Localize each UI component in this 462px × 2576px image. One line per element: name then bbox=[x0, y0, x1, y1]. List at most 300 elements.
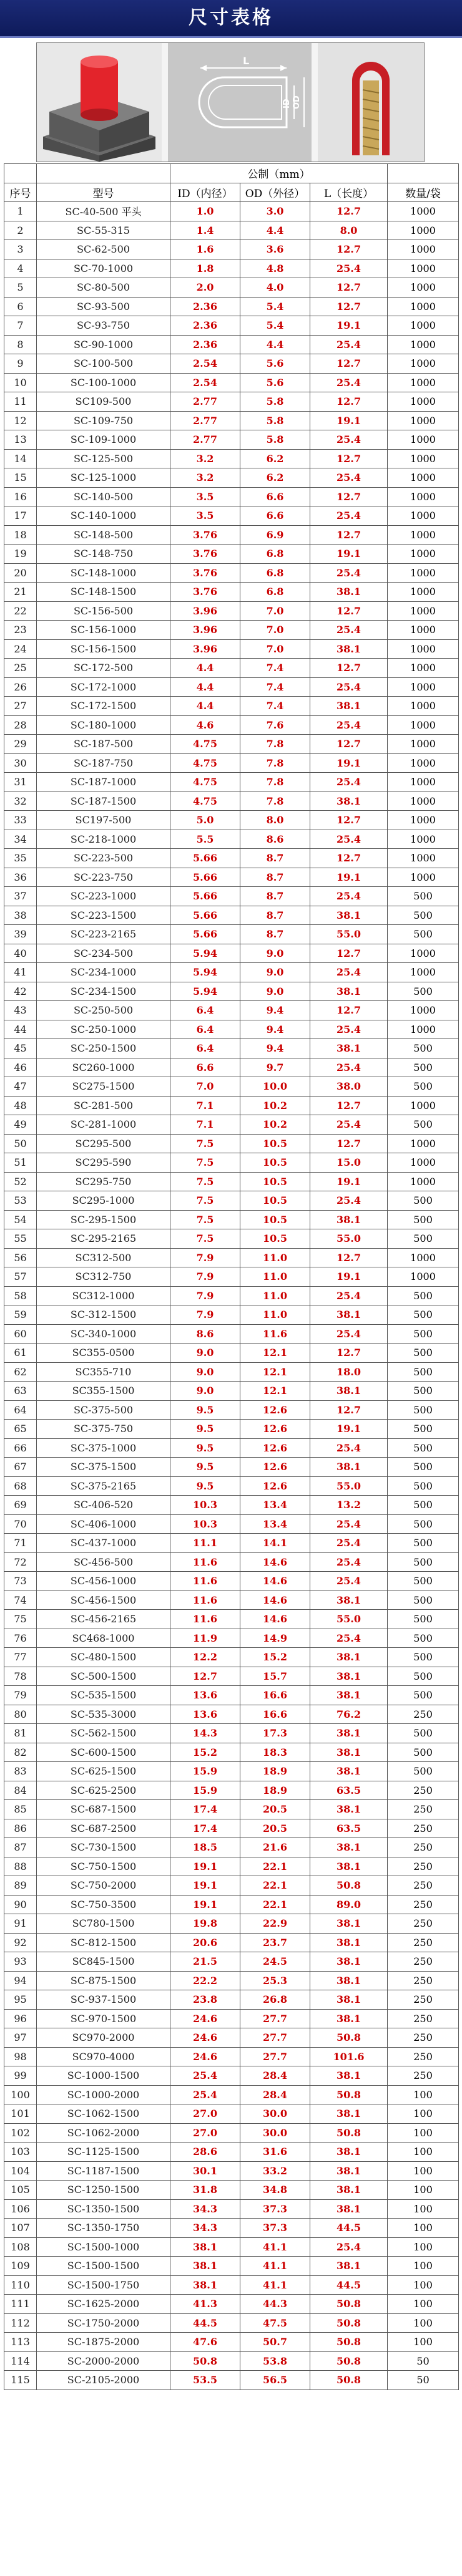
od-cell: 11.0 bbox=[240, 1248, 310, 1267]
qty-cell: 500 bbox=[388, 1420, 459, 1439]
header-model: 型号 bbox=[37, 183, 170, 202]
qty-cell: 250 bbox=[388, 2009, 459, 2028]
od-cell: 8.7 bbox=[240, 906, 310, 925]
qty-cell: 500 bbox=[388, 1514, 459, 1534]
od-cell: 17.3 bbox=[240, 1724, 310, 1743]
od-cell: 20.5 bbox=[240, 1819, 310, 1838]
table-row bbox=[4, 792, 459, 811]
row-number: 46 bbox=[4, 1058, 37, 1077]
model-cell: SC-1125-1500 bbox=[37, 2143, 170, 2162]
od-cell: 16.6 bbox=[240, 1705, 310, 1724]
row-number: 49 bbox=[4, 1115, 37, 1135]
table-row bbox=[4, 1248, 459, 1267]
qty-cell: 1000 bbox=[388, 240, 459, 259]
row-number: 26 bbox=[4, 677, 37, 697]
model-cell: SC-1350-1500 bbox=[37, 2199, 170, 2219]
model-cell: SC-1000-2000 bbox=[37, 2085, 170, 2104]
qty-cell: 500 bbox=[388, 1496, 459, 1515]
table-row bbox=[4, 1001, 459, 1020]
table-row bbox=[4, 1667, 459, 1686]
od-cell: 7.8 bbox=[240, 753, 310, 773]
id-cell: 3.96 bbox=[170, 601, 240, 621]
length-cell: 12.7 bbox=[310, 944, 388, 963]
table-row bbox=[4, 1496, 459, 1515]
qty-cell: 1000 bbox=[388, 1267, 459, 1287]
length-cell: 25.4 bbox=[310, 1324, 388, 1344]
id-cell: 6.4 bbox=[170, 1001, 240, 1020]
id-cell: 3.2 bbox=[170, 468, 240, 488]
od-cell: 27.7 bbox=[240, 2009, 310, 2028]
id-cell: 24.6 bbox=[170, 2009, 240, 2028]
id-cell: 7.9 bbox=[170, 1286, 240, 1305]
table-row bbox=[4, 868, 459, 887]
length-cell: 25.4 bbox=[310, 1514, 388, 1534]
id-cell: 4.75 bbox=[170, 735, 240, 754]
od-cell: 6.8 bbox=[240, 545, 310, 564]
model-cell: SC-90-1000 bbox=[37, 335, 170, 354]
row-number: 77 bbox=[4, 1648, 37, 1667]
table-row bbox=[4, 1286, 459, 1305]
table-row bbox=[4, 1724, 459, 1743]
qty-cell: 500 bbox=[388, 1229, 459, 1249]
od-cell: 10.5 bbox=[240, 1172, 310, 1191]
qty-cell: 1000 bbox=[388, 1020, 459, 1039]
qty-cell: 1000 bbox=[388, 849, 459, 868]
id-cell: 4.4 bbox=[170, 677, 240, 697]
table-row bbox=[4, 639, 459, 659]
table-row bbox=[4, 2257, 459, 2276]
row-number: 24 bbox=[4, 639, 37, 659]
header-row bbox=[4, 183, 459, 202]
qty-cell: 500 bbox=[388, 1362, 459, 1382]
id-cell: 30.1 bbox=[170, 2161, 240, 2181]
model-cell: SC-148-1500 bbox=[37, 583, 170, 602]
qty-cell: 500 bbox=[388, 1438, 459, 1458]
length-cell: 76.2 bbox=[310, 1705, 388, 1724]
od-cell: 14.6 bbox=[240, 1591, 310, 1610]
table-row bbox=[4, 2237, 459, 2257]
qty-cell: 250 bbox=[388, 1971, 459, 1990]
row-number: 1 bbox=[4, 202, 37, 221]
model-cell: SC-250-1000 bbox=[37, 1020, 170, 1039]
table-row bbox=[4, 887, 459, 906]
qty-cell: 250 bbox=[388, 1705, 459, 1724]
table-row bbox=[4, 1458, 459, 1477]
qty-cell: 500 bbox=[388, 1686, 459, 1705]
qty-cell: 250 bbox=[388, 1895, 459, 1914]
id-cell: 2.0 bbox=[170, 278, 240, 298]
row-number: 47 bbox=[4, 1077, 37, 1097]
od-cell: 3.6 bbox=[240, 240, 310, 259]
row-number: 14 bbox=[4, 449, 37, 468]
row-number: 12 bbox=[4, 411, 37, 430]
row-number: 6 bbox=[4, 297, 37, 316]
model-cell: SC-1000-1500 bbox=[37, 2066, 170, 2086]
qty-cell: 1000 bbox=[388, 278, 459, 298]
model-cell: SC-156-500 bbox=[37, 601, 170, 621]
row-number: 88 bbox=[4, 1857, 37, 1876]
model-cell: SC-187-750 bbox=[37, 753, 170, 773]
length-cell: 38.1 bbox=[310, 1762, 388, 1781]
table-row bbox=[4, 1020, 459, 1039]
length-cell: 12.7 bbox=[310, 849, 388, 868]
table-row bbox=[4, 449, 459, 468]
od-cell: 6.9 bbox=[240, 525, 310, 545]
row-number: 90 bbox=[4, 1895, 37, 1914]
id-cell: 25.4 bbox=[170, 2085, 240, 2104]
qty-cell: 500 bbox=[388, 1077, 459, 1097]
model-cell: SC-70-1000 bbox=[37, 259, 170, 278]
length-cell: 25.4 bbox=[310, 963, 388, 982]
model-cell: SC-1500-1500 bbox=[37, 2257, 170, 2276]
length-cell: 19.1 bbox=[310, 753, 388, 773]
qty-cell: 500 bbox=[388, 1305, 459, 1325]
row-number: 72 bbox=[4, 1552, 37, 1572]
model-cell: SC-125-500 bbox=[37, 449, 170, 468]
table-row bbox=[4, 354, 459, 374]
row-number: 110 bbox=[4, 2275, 37, 2295]
row-number: 78 bbox=[4, 1667, 37, 1686]
qty-cell: 500 bbox=[388, 1382, 459, 1401]
row-number: 42 bbox=[4, 982, 37, 1001]
od-cell: 7.4 bbox=[240, 677, 310, 697]
length-cell: 63.5 bbox=[310, 1819, 388, 1838]
table-row bbox=[4, 906, 459, 925]
qty-cell: 1000 bbox=[388, 735, 459, 754]
id-cell: 11.6 bbox=[170, 1610, 240, 1629]
row-number: 114 bbox=[4, 2351, 37, 2371]
table-row bbox=[4, 1362, 459, 1382]
id-cell: 7.1 bbox=[170, 1115, 240, 1135]
od-cell: 41.1 bbox=[240, 2275, 310, 2295]
model-cell: SC312-1000 bbox=[37, 1286, 170, 1305]
table-row bbox=[4, 583, 459, 602]
model-cell: SC-140-1000 bbox=[37, 506, 170, 526]
row-number: 95 bbox=[4, 1990, 37, 2010]
od-cell: 10.5 bbox=[240, 1191, 310, 1211]
table-row bbox=[4, 1267, 459, 1287]
model-cell: SC-406-520 bbox=[37, 1496, 170, 1515]
qty-cell: 1000 bbox=[388, 697, 459, 716]
length-cell: 25.4 bbox=[310, 715, 388, 735]
id-cell: 3.96 bbox=[170, 621, 240, 640]
table-row bbox=[4, 735, 459, 754]
od-cell: 8.7 bbox=[240, 887, 310, 906]
id-cell: 8.6 bbox=[170, 1324, 240, 1344]
od-cell: 12.6 bbox=[240, 1420, 310, 1439]
model-cell: SC-223-1500 bbox=[37, 906, 170, 925]
table-row bbox=[4, 1629, 459, 1648]
id-cell: 2.54 bbox=[170, 354, 240, 374]
od-cell: 7.0 bbox=[240, 621, 310, 640]
model-cell: SC-100-1000 bbox=[37, 373, 170, 392]
od-cell: 8.7 bbox=[240, 925, 310, 944]
length-cell: 38.1 bbox=[310, 1857, 388, 1876]
dimension-diagram bbox=[168, 43, 312, 162]
od-cell: 6.8 bbox=[240, 583, 310, 602]
qty-cell: 1000 bbox=[388, 221, 459, 240]
cap-photo-icon bbox=[37, 43, 162, 162]
id-cell: 2.54 bbox=[170, 373, 240, 392]
row-number: 82 bbox=[4, 1743, 37, 1762]
row-number: 21 bbox=[4, 583, 37, 602]
length-cell: 19.1 bbox=[310, 545, 388, 564]
model-cell: SC468-1000 bbox=[37, 1629, 170, 1648]
model-cell: SC-375-500 bbox=[37, 1400, 170, 1420]
model-cell: SC-281-500 bbox=[37, 1096, 170, 1115]
od-cell: 4.0 bbox=[240, 278, 310, 298]
id-cell: 18.5 bbox=[170, 1838, 240, 1857]
od-cell: 9.0 bbox=[240, 944, 310, 963]
header-no: 序号 bbox=[4, 183, 37, 202]
qty-cell: 500 bbox=[388, 1210, 459, 1229]
qty-cell: 500 bbox=[388, 925, 459, 944]
length-cell: 25.4 bbox=[310, 335, 388, 354]
model-cell: SC-1187-1500 bbox=[37, 2161, 170, 2181]
od-cell: 8.7 bbox=[240, 868, 310, 887]
length-cell: 12.7 bbox=[310, 240, 388, 259]
table-row bbox=[4, 1514, 459, 1534]
qty-cell: 1000 bbox=[388, 202, 459, 221]
length-cell: 19.1 bbox=[310, 1267, 388, 1287]
table-row bbox=[4, 677, 459, 697]
od-cell: 25.3 bbox=[240, 1971, 310, 1990]
qty-cell: 250 bbox=[388, 1990, 459, 2010]
row-number: 9 bbox=[4, 354, 37, 374]
id-cell: 15.9 bbox=[170, 1762, 240, 1781]
model-cell: SC-156-1000 bbox=[37, 621, 170, 640]
id-cell: 19.8 bbox=[170, 1914, 240, 1934]
table-row bbox=[4, 1876, 459, 1896]
length-cell: 38.1 bbox=[310, 1648, 388, 1667]
length-cell: 25.4 bbox=[310, 1629, 388, 1648]
row-number: 104 bbox=[4, 2161, 37, 2181]
header-blank bbox=[4, 164, 37, 183]
qty-cell: 100 bbox=[388, 2295, 459, 2314]
row-number: 66 bbox=[4, 1438, 37, 1458]
qty-cell: 500 bbox=[388, 1476, 459, 1496]
od-cell: 47.5 bbox=[240, 2313, 310, 2333]
length-cell: 38.1 bbox=[310, 639, 388, 659]
row-number: 65 bbox=[4, 1420, 37, 1439]
model-cell: SC-250-500 bbox=[37, 1001, 170, 1020]
qty-cell: 1000 bbox=[388, 1248, 459, 1267]
id-cell: 7.5 bbox=[170, 1229, 240, 1249]
table-row bbox=[4, 1838, 459, 1857]
row-number: 62 bbox=[4, 1362, 37, 1382]
qty-cell: 1000 bbox=[388, 753, 459, 773]
model-cell: SC275-1500 bbox=[37, 1077, 170, 1097]
table-row bbox=[4, 1990, 459, 2010]
id-cell: 3.76 bbox=[170, 583, 240, 602]
row-number: 5 bbox=[4, 278, 37, 298]
od-cell: 50.7 bbox=[240, 2333, 310, 2352]
length-cell: 63.5 bbox=[310, 1781, 388, 1800]
id-cell: 3.5 bbox=[170, 506, 240, 526]
row-number: 70 bbox=[4, 1514, 37, 1534]
length-cell: 25.4 bbox=[310, 1438, 388, 1458]
length-cell: 55.0 bbox=[310, 925, 388, 944]
qty-cell: 1000 bbox=[388, 868, 459, 887]
length-cell: 38.1 bbox=[310, 2199, 388, 2219]
id-cell: 24.6 bbox=[170, 2047, 240, 2066]
header-row-unit bbox=[4, 164, 459, 183]
row-number: 63 bbox=[4, 1382, 37, 1401]
od-cell: 10.5 bbox=[240, 1210, 310, 1229]
qty-cell: 1000 bbox=[388, 659, 459, 678]
row-number: 106 bbox=[4, 2199, 37, 2219]
table-row bbox=[4, 773, 459, 792]
qty-cell: 100 bbox=[388, 2237, 459, 2257]
qty-cell: 500 bbox=[388, 1458, 459, 1477]
od-cell: 14.9 bbox=[240, 1629, 310, 1648]
row-number: 45 bbox=[4, 1039, 37, 1058]
length-cell: 38.1 bbox=[310, 1210, 388, 1229]
length-cell: 25.4 bbox=[310, 468, 388, 488]
od-cell: 6.2 bbox=[240, 468, 310, 488]
row-number: 89 bbox=[4, 1876, 37, 1896]
length-cell: 50.8 bbox=[310, 2313, 388, 2333]
qty-cell: 1000 bbox=[388, 525, 459, 545]
qty-cell: 1000 bbox=[388, 715, 459, 735]
length-cell: 38.1 bbox=[310, 1990, 388, 2010]
od-cell: 11.0 bbox=[240, 1305, 310, 1325]
od-cell: 18.9 bbox=[240, 1781, 310, 1800]
model-cell: SC-1250-1500 bbox=[37, 2181, 170, 2200]
qty-cell: 250 bbox=[388, 1876, 459, 1896]
qty-cell: 500 bbox=[388, 1058, 459, 1077]
row-number: 99 bbox=[4, 2066, 37, 2086]
length-cell: 50.8 bbox=[310, 1876, 388, 1896]
od-cell: 11.0 bbox=[240, 1267, 310, 1287]
length-cell: 12.7 bbox=[310, 487, 388, 506]
od-cell: 18.9 bbox=[240, 1762, 310, 1781]
row-number: 105 bbox=[4, 2181, 37, 2200]
od-cell: 14.6 bbox=[240, 1552, 310, 1572]
qty-cell: 1000 bbox=[388, 411, 459, 430]
id-cell: 7.5 bbox=[170, 1134, 240, 1153]
qty-cell: 500 bbox=[388, 1344, 459, 1363]
model-cell: SC-55-315 bbox=[37, 221, 170, 240]
qty-cell: 100 bbox=[388, 2104, 459, 2124]
model-cell: SC970-2000 bbox=[37, 2028, 170, 2048]
qty-cell: 500 bbox=[388, 906, 459, 925]
length-cell: 12.7 bbox=[310, 1248, 388, 1267]
qty-cell: 250 bbox=[388, 1857, 459, 1876]
id-cell: 7.5 bbox=[170, 1172, 240, 1191]
table-row bbox=[4, 2371, 459, 2390]
model-cell: SC-480-1500 bbox=[37, 1648, 170, 1667]
model-cell: SC-875-1500 bbox=[37, 1971, 170, 1990]
id-cell: 13.6 bbox=[170, 1686, 240, 1705]
length-cell: 12.7 bbox=[310, 735, 388, 754]
model-cell: SC-535-3000 bbox=[37, 1705, 170, 1724]
length-cell: 38.1 bbox=[310, 583, 388, 602]
qty-cell: 500 bbox=[388, 1552, 459, 1572]
od-cell: 37.3 bbox=[240, 2199, 310, 2219]
od-cell: 7.0 bbox=[240, 601, 310, 621]
qty-cell: 1000 bbox=[388, 830, 459, 849]
od-cell: 6.6 bbox=[240, 506, 310, 526]
qty-cell: 50 bbox=[388, 2351, 459, 2371]
row-number: 44 bbox=[4, 1020, 37, 1039]
table-row bbox=[4, 963, 459, 982]
table-row bbox=[4, 545, 459, 564]
model-cell: SC-687-2500 bbox=[37, 1819, 170, 1838]
row-number: 79 bbox=[4, 1686, 37, 1705]
length-cell: 19.1 bbox=[310, 1420, 388, 1439]
row-number: 38 bbox=[4, 906, 37, 925]
od-cell: 30.0 bbox=[240, 2123, 310, 2143]
id-cell: 5.66 bbox=[170, 906, 240, 925]
table-row bbox=[4, 506, 459, 526]
model-cell: SC-970-1500 bbox=[37, 2009, 170, 2028]
row-number: 4 bbox=[4, 259, 37, 278]
model-cell: SC-250-1500 bbox=[37, 1039, 170, 1058]
table-row bbox=[4, 944, 459, 963]
table-row bbox=[4, 1743, 459, 1762]
od-cell: 21.6 bbox=[240, 1838, 310, 1857]
row-number: 55 bbox=[4, 1229, 37, 1249]
model-cell: SC-340-1000 bbox=[37, 1324, 170, 1344]
od-cell: 12.1 bbox=[240, 1344, 310, 1363]
table-row bbox=[4, 1058, 459, 1077]
od-cell: 6.6 bbox=[240, 487, 310, 506]
model-cell: SC-1062-1500 bbox=[37, 2104, 170, 2124]
od-cell: 23.7 bbox=[240, 1933, 310, 1952]
id-cell: 10.3 bbox=[170, 1496, 240, 1515]
qty-cell: 250 bbox=[388, 1838, 459, 1857]
id-cell: 5.0 bbox=[170, 811, 240, 830]
length-cell: 25.4 bbox=[310, 887, 388, 906]
model-cell: SC-456-1000 bbox=[37, 1572, 170, 1591]
model-cell: SC-2105-2000 bbox=[37, 2371, 170, 2390]
model-cell: SC295-750 bbox=[37, 1172, 170, 1191]
od-cell: 8.6 bbox=[240, 830, 310, 849]
qty-cell: 1000 bbox=[388, 430, 459, 450]
model-cell: SC-93-500 bbox=[37, 297, 170, 316]
row-number: 91 bbox=[4, 1914, 37, 1934]
id-cell: 9.5 bbox=[170, 1420, 240, 1439]
cap-section-icon bbox=[318, 43, 424, 162]
model-cell: SC-295-1500 bbox=[37, 1210, 170, 1229]
row-number: 13 bbox=[4, 430, 37, 450]
length-cell: 12.7 bbox=[310, 601, 388, 621]
table-row bbox=[4, 468, 459, 488]
qty-cell: 500 bbox=[388, 1191, 459, 1211]
header-blank bbox=[388, 164, 459, 183]
table-row bbox=[4, 2028, 459, 2048]
table-row bbox=[4, 1039, 459, 1058]
table-row bbox=[4, 316, 459, 336]
id-cell: 22.2 bbox=[170, 1971, 240, 1990]
length-cell: 12.7 bbox=[310, 1400, 388, 1420]
model-cell: SC-180-1000 bbox=[37, 715, 170, 735]
table-row bbox=[4, 1686, 459, 1705]
qty-cell: 500 bbox=[388, 982, 459, 1001]
row-number: 11 bbox=[4, 392, 37, 412]
id-cell: 5.66 bbox=[170, 849, 240, 868]
od-cell: 27.7 bbox=[240, 2047, 310, 2066]
id-cell: 27.0 bbox=[170, 2123, 240, 2143]
model-cell: SC-148-1000 bbox=[37, 563, 170, 583]
row-number: 40 bbox=[4, 944, 37, 963]
od-cell: 9.0 bbox=[240, 982, 310, 1001]
row-number: 31 bbox=[4, 773, 37, 792]
length-cell: 55.0 bbox=[310, 1476, 388, 1496]
od-cell: 15.2 bbox=[240, 1648, 310, 1667]
qty-cell: 1000 bbox=[388, 392, 459, 412]
